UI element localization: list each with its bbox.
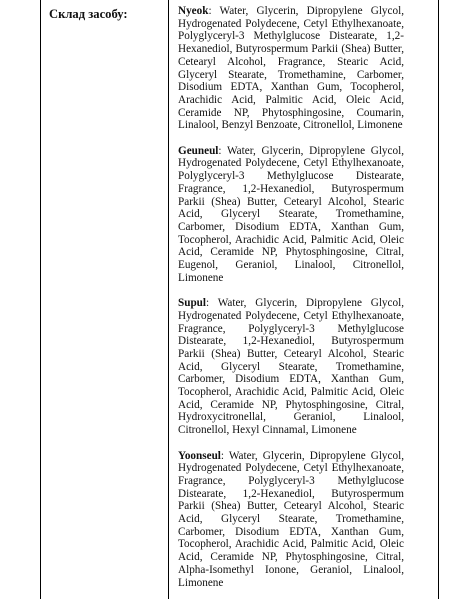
variant-name: Nyeok	[178, 5, 209, 17]
variant-geuneul	[178, 145, 404, 285]
ingredients-cell	[178, 5, 404, 589]
variant-ingredients: : Water, Glycerin, Dipropylene Glycol, Hydrogenated Polydecene, Cetyl Ethylhexanoate, Polyglyceryl-3 Methylglucose Distearate, Fragrance, 1,2-Hexanediol, Butyrospermum Parkii (Shea) Butter, Cetearyl Alcohol, Stearic Acid, Glyceryl Stearate, Tromethamine, Carbomer, Disodium EDTA, Xanthan Gum, Tocopherol, Arachidic Acid, Palmitic Acid, Oleic Acid, Ceramide NP, Phytosphingosine, Citral, Eugenol, Geraniol, Linalool, Citronellol, Limonene	[178, 144, 404, 284]
row-label: Склад засобу:	[49, 7, 128, 21]
composition-table	[40, 0, 439, 599]
variant-ingredients: : Water, Glycerin, Dipropylene Glycol, Hydrogenated Polydecene, Cetyl Ethylhexanoate, Fragrance, Polyglyceryl-3 Methylglucose Distearate, 1,2-Hexanediol, Butyrospermum Parkii (Shea) Butter, Cetearyl Alcohol, Stearic Acid, Glyceryl Stearate, Tromethamine, Carbomer, Disodium EDTA, Xanthan Gum, Tocopherol, Arachidic Acid, Palmitic Acid, Oleic Acid, Ceramide NP, Phytosphingosine, Citral, Hydroxycitronellal, Geraniol, Linalool, Citronellol, Hexyl Cinnamal, Limonene	[178, 297, 404, 437]
variant-nyeok	[178, 5, 404, 132]
variant-ingredients: : Water, Glycerin, Dipropylene Glycol, Hydrogenated Polydecene, Cetyl Ethylhexanoate, Fragrance, Polyglyceryl-3 Methylglucose Distearate, 1,2-Hexanediol, Butyrospermum Parkii (Shea) Butter, Cetearyl Alcohol, Stearic Acid, Glyceryl Stearate, Tromethamine, Carbomer, Disodium EDTA, Xanthan Gum, Tocopherol, Arachidic Acid, Palmitic Acid, Oleic Acid, Ceramide NP, Phytosphingosine, Citral, Alpha-Isomethyl Ionone, Geraniol, Linalool, Limonene	[178, 449, 404, 589]
variant-name: Yoonseul	[178, 449, 221, 462]
variant-supul	[178, 297, 404, 437]
column-divider	[168, 0, 169, 599]
variant-ingredients: : Water, Glycerin, Dipropylene Glycol, Hydrogenated Polydecene, Cetyl Ethylhexanoate, Polyglyceryl-3 Methylglucose Distearate, 1,2-Hexanediol, Butyrospermum Parkii (Shea) Butter, Cetearyl Alcohol, Fragrance, Stearic Acid, Glyceryl Stearate, Tromethamine, Carbomer, Disodium EDTA, Xanthan Gum, Tocopherol, Arachidic Acid, Palmitic Acid, Oleic Acid, Ceramide NP, Phytosphingosine, Coumarin, Linalool, Benzyl Benzoate, Citronellol, Limonene	[178, 5, 404, 132]
variant-name: Supul	[178, 297, 206, 310]
variant-name: Geuneul	[178, 144, 219, 157]
variant-yoonseul	[178, 450, 404, 590]
